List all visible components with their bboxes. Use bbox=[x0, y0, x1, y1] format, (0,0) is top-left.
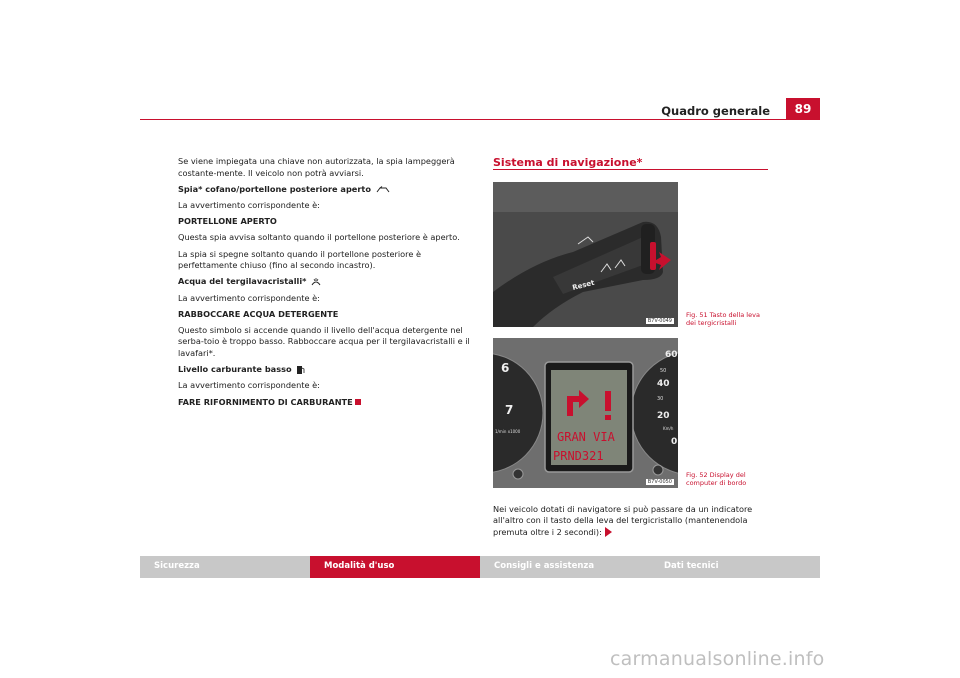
paragraph: Questa spia avvisa soltanto quando il portellone posteriore è aperto. bbox=[178, 232, 460, 243]
display-gear: PRND321 bbox=[553, 449, 604, 463]
tab-consigli-assistenza[interactable]: Consigli e assistenza bbox=[480, 556, 650, 578]
figure-wiper-lever bbox=[493, 182, 678, 327]
watermark: carmanualsonline.info bbox=[610, 648, 825, 670]
figure-caption bbox=[686, 471, 746, 487]
exclamation-icon bbox=[605, 391, 611, 411]
speed-unit: Km/h bbox=[663, 426, 674, 431]
warning-text: RABBOCCARE ACQUA DETERGENTE bbox=[178, 308, 339, 319]
caption-line: computer di bordo bbox=[686, 479, 747, 487]
warning-text: FARE RIFORNIMENTO DI CARBURANTE bbox=[178, 397, 478, 409]
tab-modalita-uso[interactable]: Modalità d'uso bbox=[310, 556, 480, 578]
speed-40: 40 bbox=[657, 379, 670, 389]
figure-dashboard-display bbox=[493, 338, 678, 488]
speed-50: 50 bbox=[660, 368, 667, 374]
display-street: GRAN VIA bbox=[557, 430, 615, 444]
warning-text: PORTELLONE APERTO bbox=[178, 216, 277, 227]
paragraph: Questo simbolo si accende quando il livello dell'acqua detergente nel serba-toio è troppo basso. Rabboccare acqua per il tergilavacristalli e il lavafari*. bbox=[178, 324, 470, 359]
header-title: Quadro generale bbox=[661, 104, 770, 118]
fuel-pump-icon bbox=[296, 365, 305, 375]
navigation-paragraph: Nei veicolo dotati di navigatore si può passare da un indicatore all'altro con il tasto della leva del tergicristallo (mantenendola premuta oltre i 2 secondi): bbox=[493, 504, 753, 537]
paragraph: La avvertimento corrispondente è: bbox=[178, 380, 320, 391]
section-rule bbox=[493, 169, 768, 170]
tach-7: 7 bbox=[505, 403, 514, 417]
figure-code: B7V-0050 bbox=[647, 479, 672, 485]
car-tailgate-icon bbox=[376, 186, 390, 193]
tach-unit: 1/min x1000 bbox=[495, 429, 521, 434]
page-number: 89 bbox=[786, 98, 820, 120]
speed-0: 0 bbox=[671, 437, 678, 447]
left-column bbox=[178, 156, 478, 413]
section-end-marker bbox=[355, 399, 361, 405]
wiper-lever-illustration bbox=[493, 182, 678, 327]
figure-code: B7V-0049 bbox=[647, 318, 672, 324]
caption-line: Fig. 52 Display del bbox=[686, 471, 746, 479]
dashboard-illustration bbox=[493, 338, 678, 488]
speed-30: 30 bbox=[657, 396, 664, 402]
tab-sicurezza[interactable]: Sicurezza bbox=[140, 556, 310, 578]
caption-line: Fig. 51 Tasto della leva bbox=[686, 311, 760, 319]
subheading-fuel: Livello carburante basso bbox=[178, 364, 478, 376]
figure-caption bbox=[686, 311, 760, 327]
subheading-tailgate: Spia* cofano/portellone posteriore aperto bbox=[178, 184, 478, 196]
reset-label: Reset bbox=[571, 278, 596, 292]
caption-line: dei tergicristalli bbox=[686, 319, 737, 327]
section-title: Sistema di navigazione* bbox=[493, 156, 643, 169]
tab-dati-tecnici[interactable]: Dati tecnici bbox=[650, 556, 820, 578]
tach-6: 6 bbox=[501, 361, 510, 375]
speed-20: 20 bbox=[657, 411, 670, 421]
header-rule bbox=[140, 119, 820, 120]
subheading-washer: Acqua del tergilavacristalli* bbox=[178, 276, 478, 288]
paragraph: La avvertimento corrispondente è: bbox=[178, 292, 320, 303]
footer-tabs bbox=[140, 556, 820, 578]
paragraph: La spia si spegne soltanto quando il portellone posteriore è perfettamente chiuso (fino al secondo incastro). bbox=[178, 248, 421, 271]
continue-arrow-icon bbox=[605, 527, 612, 537]
paragraph: Se viene impiegata una chiave non autorizzata, la spia lampeggerà costante-mente. Il veicolo non potrà avviarsi. bbox=[178, 156, 455, 178]
washer-fluid-icon bbox=[311, 277, 321, 286]
speed-60: 60 bbox=[665, 350, 678, 360]
paragraph: La avvertimento corrispondente è: bbox=[178, 199, 320, 210]
